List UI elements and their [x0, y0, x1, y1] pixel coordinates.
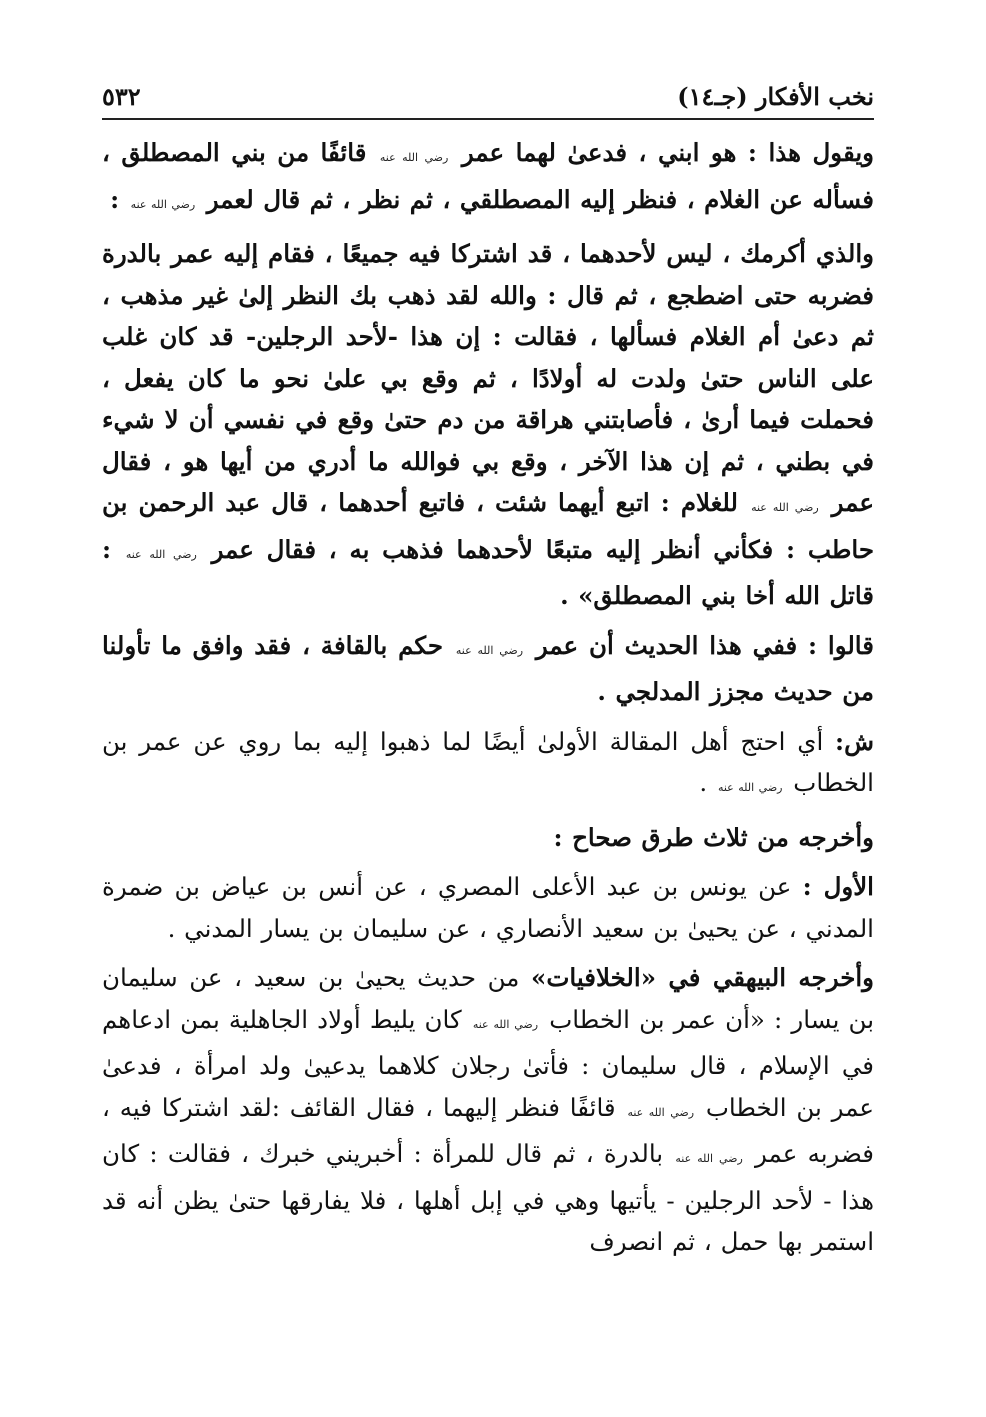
running-title: نخب الأفكار (جـ١٤) [677, 82, 874, 111]
paragraph [102, 625, 874, 713]
paragraph [102, 721, 874, 809]
page-number: ٥٣٢ [102, 82, 141, 111]
bold-lead-text: الأول : [802, 872, 874, 901]
paragraph-text: والذي أكرمك ، ليس لأحدهما ، قد اشتركا فيه جميعًا ، فقام إليه عمر بالدرة فضربه حتى اضطجع ، ثم قال : والله لقد ذهب بك النظر إلىٰ غير مذهب ، ثم دعىٰ أم الغلام فسألها ، فقالت : إن هذا -لأحد الرجلين- قد كان غلب على الناس حتىٰ ولدت له أولادًا ، ثم وقع بي علىٰ نحو ما كان يفعل ، فحملت فيما أرىٰ ، فأصابتني هراقة من دم حتىٰ وقع في نفسي أن لا شيء في بطني ، ثم إن هذا الآخر ، وقع بي فوالله ما أدري من أيها هو ، فقال عمر [102, 239, 874, 517]
paragraph-text: للغلام : اتبع أيهما شئت ، فاتبع أحدهما ، قال عبد الرحمن بن حاطب : فكأني أنظر إليه متبعًا لأحدهما فذهب به ، فقال عمر [102, 488, 874, 564]
paragraph [102, 233, 874, 617]
book-page [102, 70, 874, 1271]
paragraph-text: بالدرة ، ثم قال للمرأة : أخبريني خبرك ، فقالت : كان هذا - لأحد الرجلين - يأتيها وهي في إبل أهلها ، فلا يفارقها حتىٰ يظن أنه قد استمر بها حمل ، ثم انصرف [102, 1139, 874, 1256]
paragraph-text: وأخرجه من ثلاث طرق صحاح : [553, 822, 874, 852]
honorific-glyph: رضي الله عنه [675, 1152, 743, 1165]
honorific-glyph: رضي الله عنه [125, 547, 197, 561]
paragraph [102, 817, 874, 859]
paragraph-text: قائفًا من بني المصطلق ، فسأله عن الغلام ، فنظر إليه المصطلقي ، ثم نظر ، ثم قال لعمر [102, 138, 874, 214]
paragraph-text: : [110, 184, 129, 214]
paragraph-text: . [699, 768, 716, 797]
page-body [102, 132, 874, 1263]
paragraph-text: ويقول هذا : هو ابني ، فدعىٰ لهما عمر [450, 138, 875, 167]
paragraph-text: كان يليط أولاد الجاهلية بمن ادعاهم في الإسلام ، قال سليمان : فأتىٰ رجلان كلاهما يدعيىٰ ولد امرأة ، فدعىٰ عمر بن الخطاب [102, 1004, 874, 1122]
honorific-glyph: رضي الله عنه [130, 197, 196, 211]
bold-lead-text: ش: [835, 726, 874, 756]
paragraph-text: من حديث يحيىٰ بن سعيد ، عن سليمان بن يسار : «أن عمر بن الخطاب [102, 963, 875, 1034]
honorific-glyph: رضي الله عنه [455, 643, 524, 657]
paragraph-text: قالوا : ففي هذا الحديث أن عمر [525, 630, 874, 660]
paragraph [102, 132, 874, 225]
honorific-glyph: رضي الله عنه [379, 151, 449, 164]
honorific-glyph: رضي الله عنه [717, 781, 783, 794]
paragraph-text: قائفًا فنظر إليهما ، فقال القائف :لقد اشتركا فيه ، فضربه عمر [102, 1092, 874, 1168]
honorific-glyph: رضي الله عنه [627, 1105, 695, 1119]
paragraph-text: : قاتل الله أخا بني المصطلق» . [102, 534, 874, 610]
page-header [102, 70, 874, 120]
paragraph-text: عن يونس بن عبد الأعلى المصري ، عن أنس بن عياض بن ضمرة المدني ، عن يحيىٰ بن سعيد الأنصاري ، عن سليمان بن يسار المدني . [102, 872, 874, 943]
paragraph [102, 866, 874, 949]
paragraph-text: أي احتج أهل المقالة الأولىٰ أيضًا لما ذهبوا إليه بما روي عن عمر بن الخطاب [102, 726, 874, 797]
honorific-glyph: رضي الله عنه [751, 501, 819, 514]
paragraph [102, 957, 874, 1263]
honorific-glyph: رضي الله عنه [472, 1017, 539, 1031]
bold-lead-text: وأخرجه البيهقي في «الخلافيات» [531, 963, 875, 992]
paragraph-text: حكم بالقافة ، فقد وافق ما تأولنا من حديث مجزز المدلجي . [102, 630, 874, 706]
